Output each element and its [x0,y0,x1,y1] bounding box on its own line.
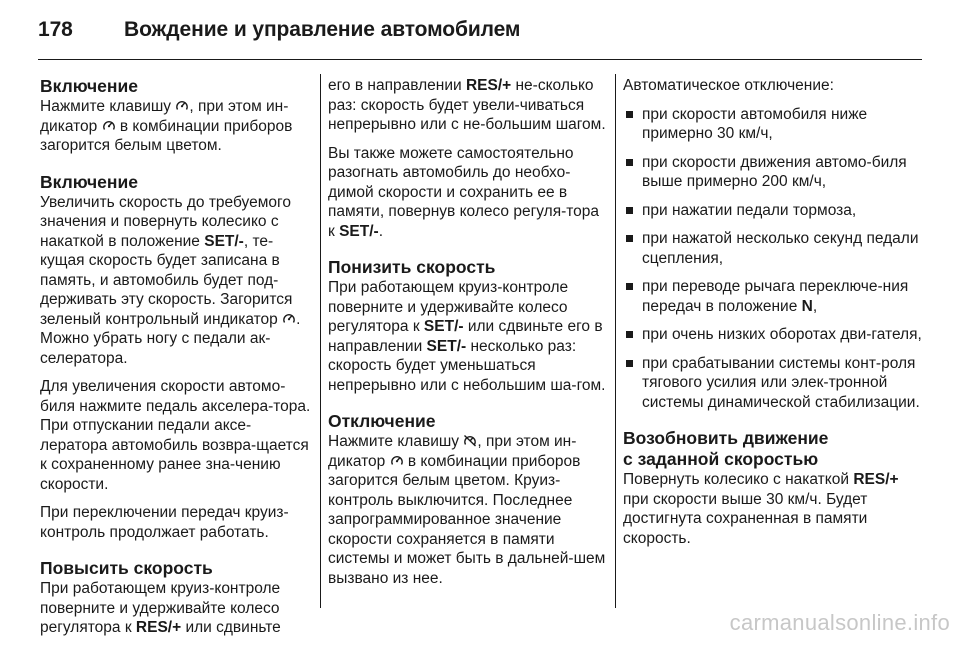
text: Нажмите клавишу [40,98,176,115]
header-rule [38,59,922,60]
text: Повернуть колесико с накаткой [623,471,854,488]
section-title [623,428,923,470]
text: или сдвиньте [181,619,281,636]
list-item: при скорости движения автомо-биля выше примерно 200 км/ч, [623,153,923,192]
bold-label: RES/+ [465,77,512,94]
column-divider [320,74,321,608]
paragraph: Автоматическое отключение: [623,77,834,94]
text: при переводе рычага переключе-ния передач в положение [642,278,909,315]
text: несколько раз: скорость будет уменьшаться непрерывно или с небольшим ша-гом. [328,337,606,394]
column-1 [40,76,312,647]
section-title: Включение [40,76,138,96]
column-divider [615,74,616,608]
text: При работающем круиз-контроле поверните и удерживайте колесо регулятора к [40,580,281,636]
column-3 [623,76,923,557]
list-item: при очень низких оборотах дви-гателя, [623,325,923,345]
paragraph [40,193,312,369]
cruise-control-off-icon [463,434,477,447]
bold-label: SET/- [204,232,244,250]
paragraph [40,579,312,638]
paragraph [623,470,923,548]
text: с заданной скоростью [623,449,819,469]
bold-label: SET/- [423,318,464,335]
page-header [38,10,520,50]
bold-label: RES/+ [853,471,899,488]
text: , те-кущая скорость будет записана в память, и автомобиль будет под-держивать эту скорость. Загорится зеленый контрольный индикатор [40,232,293,328]
cruise-control-icon [102,119,116,132]
cruise-control-icon [282,312,296,325]
bold-label: SET/- [339,222,379,240]
text: не-сколько раз: скорость будет увели-чиваться непрерывно или с не-большим шагом. [328,77,606,133]
section-title: Отключение [328,411,436,431]
text: или сдвиньте его в направлении [328,318,603,355]
list-item [623,277,923,316]
paragraph [328,76,606,135]
auto-off-list [623,105,923,413]
bold-label: SET/- [426,337,467,355]
paragraph [328,144,606,242]
text: , при этом ин-дикатор [328,433,577,470]
text: в комбинации приборов загорится белым цветом. Круиз-контроль выключится. Последнее запрограммированное значение скорости сохраняется в памяти системы и может быть в дальней-шем вызвано из нее. [328,452,606,587]
text: , при этом ин-дикатор [40,98,289,135]
text: Нажмите клавишу [328,433,464,450]
text: Вы также можете самостоятельно разогнать автомобиль до необхо-димой скорости и сохранить ее в памяти, повернув колесо регуля-тора к [328,144,600,240]
text: его в направлении [328,77,466,94]
text: . [378,222,384,240]
text: При работающем круиз-контроле поверните и удерживайте колесо регулятора к [328,279,569,335]
paragraph: Для увеличения скорости автомо-биля нажмите педаль акселера-тора. При отпускании педали аксе-лератора автомобиль возвра-щается к сохраненному ранее зна-чению скорости. [40,378,311,493]
section-title: Понизить скорость [328,257,496,277]
text: . Можно убрать ногу с педали ак-селератора. [40,310,301,367]
paragraph [40,97,312,156]
paragraph [328,278,606,395]
text: при скорости выше 30 км/ч. Будет достигнута сохраненная в памяти скорость. [623,490,868,547]
text: в комбинации приборов загорится белым цветом. [40,117,293,154]
page-title: Вождение и управление автомобилем [124,18,521,41]
section-title: Включение [40,171,138,192]
text: Возобновить движение [623,428,829,448]
column-2 [328,76,606,597]
page-number: 178 [38,18,73,41]
list-item: при срабатывании системы конт-роля тягового усилия или элек-тронной системы динамической стабилизации. [623,354,923,413]
section-title: Повысить скорость [40,558,213,578]
text: , [812,297,818,315]
paragraph [328,432,606,588]
bold-label: RES/+ [135,619,182,636]
bold-label: N [801,297,813,315]
list-item: при нажатой несколько секунд педали сцепления, [623,229,923,268]
cruise-control-icon [175,99,189,112]
paragraph: При переключении передач круиз-контроль продолжает работать. [40,504,289,541]
list-item: при скорости автомобиля ниже примерно 30 км/ч, [623,105,923,144]
text: Увеличить скорость до требуемого значения и повернуть колесико с накаткой в положение [40,193,291,250]
list-item: при нажатии педали тормоза, [623,201,923,221]
cruise-control-icon [390,454,404,467]
watermark: carmanualsonline.info [729,610,950,635]
